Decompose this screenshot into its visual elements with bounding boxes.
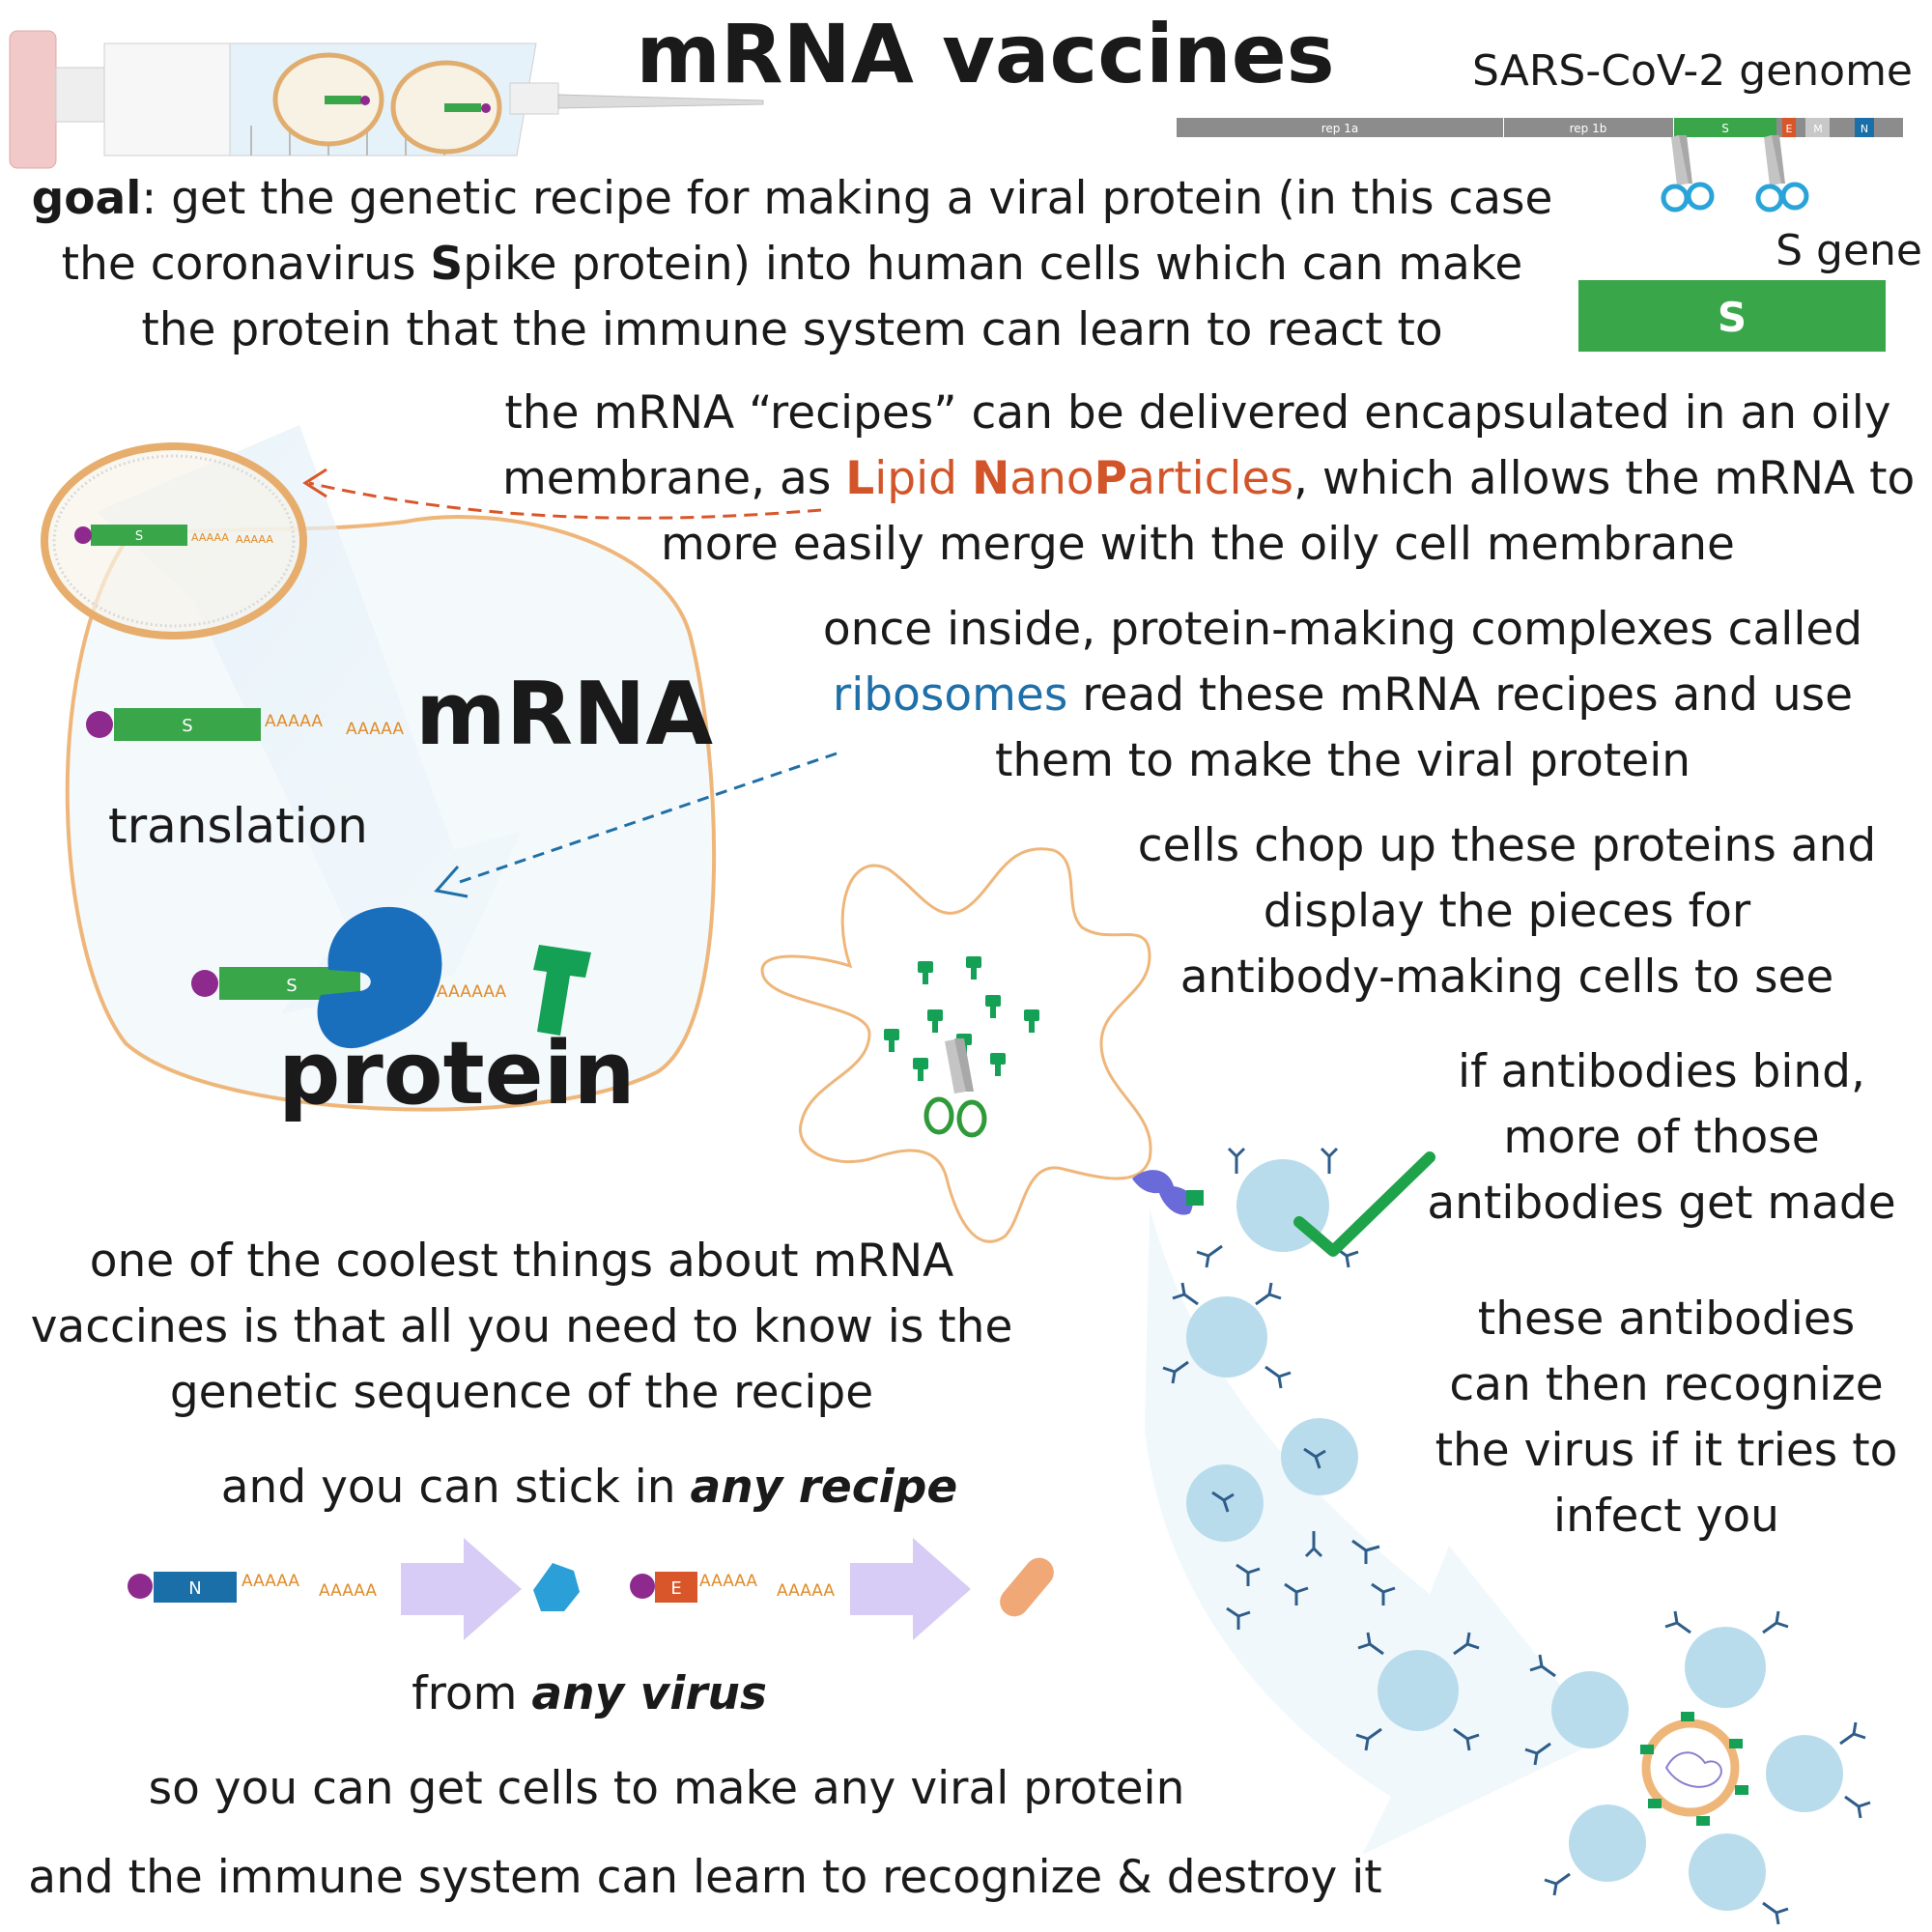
- any-recipe-emphasis: any recipe: [690, 1461, 958, 1514]
- lnp-s-label: S: [134, 529, 144, 544]
- recipe-n-strand: [128, 1572, 237, 1603]
- recipe-n-label: N: [188, 1578, 202, 1599]
- n-protein-icon: [533, 1563, 580, 1611]
- b-cell: [1685, 1627, 1766, 1708]
- mrna-label: mRNA: [415, 664, 714, 765]
- coolest-line-3: genetic sequence of the recipe: [169, 1366, 874, 1419]
- any-protein-text: [97, 1756, 1236, 1822]
- genome-segment-rep1b: rep 1b: [1569, 122, 1607, 135]
- ribosomes-line-3: them to make the viral protein: [994, 734, 1691, 787]
- e-protein-icon: [994, 1552, 1060, 1623]
- recognize-line-4: infect you: [1553, 1490, 1779, 1543]
- ribosomes-line-2-post: read these mRNA recipes and use: [1067, 668, 1854, 722]
- right-arrow-icon: [850, 1538, 971, 1640]
- b-cell: [1378, 1650, 1459, 1731]
- recognize-line-3: the virus if it tries to: [1435, 1424, 1898, 1477]
- ribosome-polya-tail: AAAAAA: [437, 982, 507, 1002]
- scissors-icon: [1758, 135, 1806, 210]
- translation-label: translation: [108, 798, 368, 854]
- goal-line-2-pre: the coronavirus: [61, 238, 431, 291]
- b-cell: [1186, 1296, 1267, 1378]
- genome-segment-e: E: [1785, 123, 1793, 135]
- lnp-polya-tail: AAAAA: [191, 531, 229, 544]
- chop-line-1: cells chop up these proteins and: [1137, 819, 1877, 872]
- s-gene-label: S gene: [1776, 226, 1922, 275]
- recognize-line-2: can then recognize: [1449, 1358, 1884, 1411]
- coolest-line-1: one of the coolest things about mRNA: [89, 1235, 954, 1288]
- goal-label: goal: [31, 172, 142, 225]
- recognize-line-1: these antibodies: [1477, 1293, 1856, 1346]
- recipe-n-polya: AAAAA: [242, 1572, 300, 1591]
- mrna-polya-tail: AAAAA: [265, 712, 324, 731]
- lnp-line-1: the mRNA “recipes” can be delivered encapsulated in an oily: [504, 386, 1891, 440]
- goal-text: [19, 166, 1565, 363]
- any-virus-pre: from: [412, 1667, 532, 1720]
- recognize-text: [1430, 1287, 1903, 1549]
- lnp-polya-tail-2: AAAAA: [236, 533, 273, 546]
- genome-segment-m: M: [1813, 123, 1823, 135]
- b-cell: [1766, 1735, 1843, 1812]
- b-cell: [1551, 1671, 1629, 1748]
- coolest-line-2: vaccines is that all you need to know is the: [30, 1300, 1013, 1353]
- chop-line-3: antibody-making cells to see: [1179, 951, 1834, 1004]
- goal-line-2-post: pike protein) into human cells which can make: [463, 238, 1523, 291]
- chop-line-2: display the pieces for: [1263, 885, 1751, 938]
- b-cell: [1281, 1418, 1358, 1495]
- bind-text: [1420, 1039, 1903, 1236]
- genome-segment-s: S: [1721, 122, 1729, 135]
- coolest-text: [19, 1229, 1024, 1426]
- ribosomes-line-1: once inside, protein-making complexes called: [822, 603, 1863, 656]
- protein-label: protein: [278, 1023, 636, 1124]
- b-cell: [1569, 1804, 1646, 1882]
- lnp-text: [502, 381, 1916, 578]
- chop-text: [1130, 813, 1884, 1010]
- any-virus-text: [290, 1662, 889, 1727]
- genome-segment-n: N: [1860, 123, 1869, 135]
- ribosomes-text: [802, 597, 1884, 794]
- lnp-line-2-pre: membrane, as: [502, 452, 846, 505]
- recipe-e-polya: AAAAA: [699, 1572, 758, 1591]
- displayed-protein-piece: [1186, 1190, 1204, 1206]
- ribosome-s-label: S: [286, 976, 298, 996]
- mrna-s-label: S: [182, 716, 193, 736]
- bind-line-3: antibodies get made: [1427, 1177, 1896, 1230]
- right-arrow-icon: [401, 1538, 522, 1640]
- goal-spike-letter: S: [430, 238, 464, 291]
- any-protein-line: so you can get cells to make any viral protein: [148, 1762, 1185, 1815]
- genome-bar: [1177, 118, 1903, 137]
- recipe-n-polya-2: AAAAA: [319, 1581, 378, 1601]
- any-recipe-pre: and you can stick in: [220, 1461, 691, 1514]
- genome-segment-rep1a: rep 1a: [1321, 122, 1359, 135]
- any-recipe-text: [174, 1455, 1005, 1520]
- destroy-text: [19, 1845, 1391, 1911]
- recipe-e-polya-2: AAAAA: [777, 1581, 836, 1601]
- s-gene-box-label: S: [1717, 294, 1747, 341]
- lnp-line-2-post: , which allows the mRNA to: [1293, 452, 1916, 505]
- b-cell: [1689, 1833, 1766, 1911]
- recipe-e-strand: [630, 1572, 697, 1603]
- destroy-line: and the immune system can learn to recognize & destroy it: [28, 1851, 1382, 1904]
- lnp-line-3: more easily merge with the oily cell membrane: [661, 518, 1735, 571]
- genome-label: SARS-CoV-2 genome: [1472, 46, 1913, 96]
- goal-line-1: : get the genetic recipe for making a viral protein (in this case: [141, 172, 1553, 225]
- recipe-e-label: E: [670, 1578, 682, 1599]
- mrna-polya-tail-2: AAAAA: [346, 720, 405, 739]
- any-virus-emphasis: any virus: [531, 1667, 767, 1720]
- scissors-icon: [1663, 135, 1712, 210]
- lnp-term: Lipid NanoParticles: [845, 452, 1294, 505]
- bind-line-2: more of those: [1503, 1111, 1820, 1164]
- ribosomes-term: ribosomes: [832, 668, 1068, 722]
- receptor-icon: [1132, 1170, 1193, 1214]
- goal-line-3: the protein that the immune system can learn to react to: [141, 303, 1443, 356]
- page-title: mRNA vaccines: [636, 7, 1335, 101]
- bind-line-1: if antibodies bind,: [1458, 1045, 1865, 1098]
